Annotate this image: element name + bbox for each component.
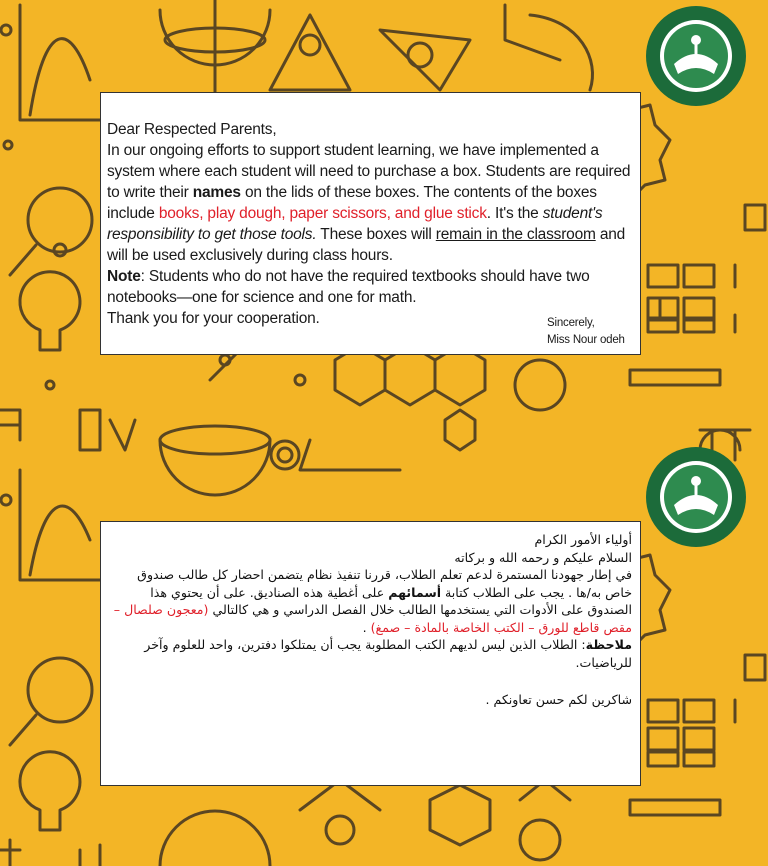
school-logo (644, 4, 748, 108)
arabic-thanks: شاكرين لكم حسن تعاونكم . (485, 692, 632, 707)
letter-thanks: Thank you for your cooperation. (107, 310, 320, 327)
arabic-note: ملاحظة: الطلاب الذين ليس لديهم الكتب المطلوبة يجب أن يمتلكوا دفترين، واحد للعلوم وآخر للرياضيات. (144, 637, 632, 670)
school-logo (644, 445, 748, 549)
arabic-greeting: أولياء الأمور الكرام (534, 532, 632, 547)
letter-note: Note: Students who do not have the required textbooks should have two notebooks—one for science and one for math. (107, 268, 590, 306)
signature-block (547, 315, 625, 349)
box-contents: books, play dough, paper scissors, and glue stick (158, 205, 487, 222)
letter-greeting: Dear Respected Parents, (107, 121, 277, 138)
english-letter-card (100, 92, 641, 355)
letter-body: In our ongoing efforts to support student learning, we have implemented a system where each student will need to purchase a box. Students are required to write their names on the lids of these boxes. The contents of the boxes include books, play dough, paper scissors, and glue stick. It's the student's responsibility to get those tools. These boxes will remain in the classroom and will be used exclusively during class hours. (107, 142, 631, 264)
signoff: Sincerely, (547, 317, 595, 329)
arabic-salutation: السلام عليكم و رحمه الله و بركاته (454, 549, 632, 565)
arabic-body: في إطار جهودنا المستمرة لدعم تعلم الطلاب، قررنا تنفيذ نظام يتضمن احضار كل طالب صندوق خاص به/ها . يجب على الطلاب كتابة أسمائهم على أغطية هذه الصناديق. على أن يحتوي هذا الصندوق على الأدوات التي يستخدمها الطالب خلال الفصل الدراسي و هي كالتالي (معجون صلصال – مقص قاطع للورق – الكتب الخاصة بالمادة – صمغ) . (113, 567, 632, 635)
arabic-letter-card (100, 521, 641, 786)
signature-name: Miss Nour odeh (547, 334, 625, 346)
arabic-box-contents: (معجون صلصال – مقص قاطع للورق – الكتب الخاصة بالمادة – صمغ) (113, 602, 632, 635)
